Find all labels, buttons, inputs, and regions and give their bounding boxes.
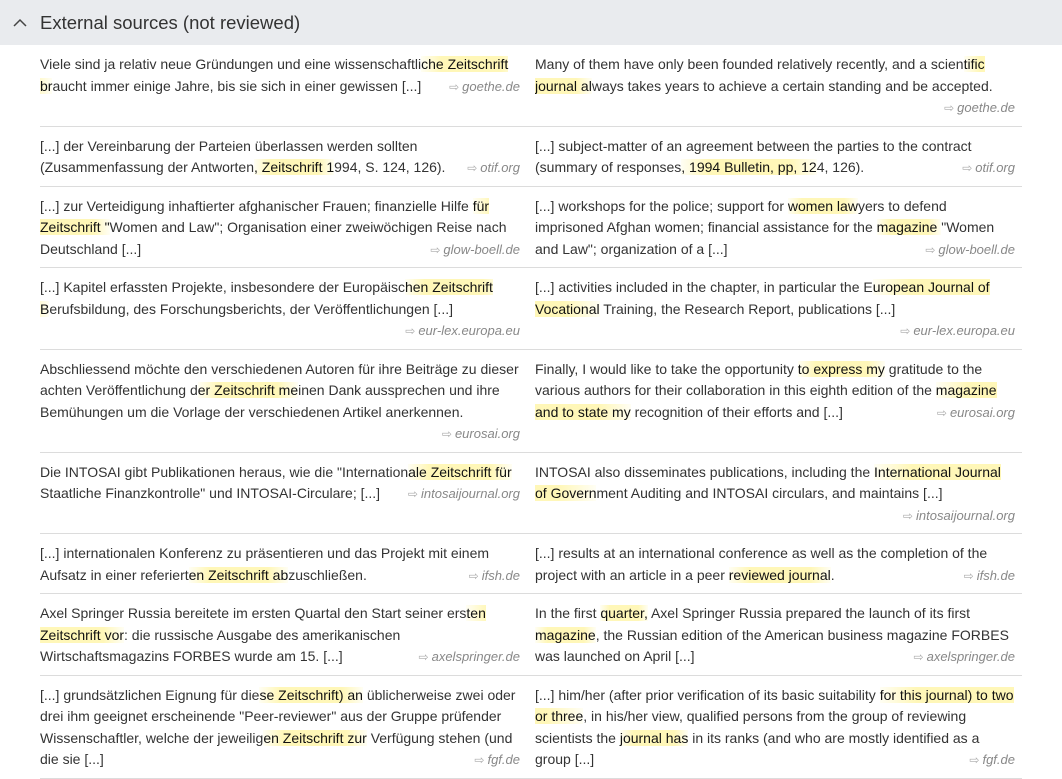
source-sentence-german (40, 277, 520, 343)
source-link[interactable] (408, 483, 520, 506)
highlighted-term: magazine (876, 219, 942, 235)
target-sentence-english (535, 543, 1015, 587)
sentence-text: Finally, I would like to take the opportunity (535, 360, 798, 377)
source-domain: otif.org (975, 160, 1015, 175)
highlighted-term: für Zeitschrift " (40, 197, 490, 235)
highlighted-term: , 1994 Bulletin, pp, 12 (681, 159, 817, 175)
external-link-icon: ⇨ (902, 508, 913, 523)
example-row (40, 453, 1022, 535)
sentence-text: . (830, 566, 835, 583)
source-link[interactable] (944, 97, 1015, 120)
highlighted-term: en Zeitschrift ab (188, 566, 289, 583)
example-sentences-list (40, 45, 1022, 779)
sentence-text: Training, the Research Report, publications [...] (599, 300, 896, 317)
target-sentence-english (535, 603, 1015, 669)
sentence-text: recognition of their efforts and [...] (630, 403, 843, 420)
sentence-text: Die INTOSAI gibt Publikationen heraus, wie die "Internation (40, 463, 409, 480)
source-link[interactable] (469, 565, 520, 588)
target-sentence-english (535, 277, 1015, 343)
sentence-text: Axel Springer Russia prepared the launch of its first (647, 605, 971, 621)
external-link-icon: ⇨ (913, 650, 924, 664)
highlighted-term: tific journal al (535, 56, 985, 94)
source-link[interactable] (442, 423, 520, 446)
example-row (40, 534, 1022, 594)
external-link-icon: ⇨ (474, 753, 485, 767)
external-link-icon: ⇨ (963, 568, 974, 583)
source-link[interactable] (969, 749, 1015, 772)
highlighted-term: reviewed journal (728, 566, 831, 583)
source-domain: eurosai.org (949, 404, 1015, 420)
source-link[interactable] (937, 402, 1015, 425)
target-sentence-english (535, 196, 1015, 262)
sentence-text: aucht immer einige Jahre, bis sie sich in einer gewissen [...] (52, 77, 422, 94)
highlighted-term: for this journal) to two or three (535, 686, 1014, 724)
source-sentence-german (40, 136, 520, 180)
sentence-text: [...] workshops for the police; support for (535, 197, 788, 214)
target-sentence-english (535, 136, 1015, 180)
sentence-text: [...] internationalen Konferenz zu präsentieren und das Projekt mit einem Aufsatz in einer referiert (40, 545, 490, 583)
external-link-icon: ⇨ (900, 324, 911, 338)
highlighted-term: women law (787, 197, 858, 214)
source-sentence-german (40, 543, 520, 587)
external-link-icon: ⇨ (407, 487, 418, 501)
source-sentence-german (40, 359, 520, 446)
source-domain: eur-lex.europa.eu (418, 323, 520, 338)
source-sentence-german (40, 462, 520, 528)
external-link-icon: ⇨ (405, 324, 416, 338)
source-domain: intosaijournal.org (915, 507, 1015, 523)
sentence-text: In the first (535, 605, 601, 621)
source-sentence-german (40, 196, 520, 262)
source-link[interactable] (467, 157, 520, 180)
example-row (40, 127, 1022, 187)
source-link[interactable] (914, 646, 1015, 669)
external-link-icon: ⇨ (449, 79, 460, 94)
sentence-text: : die russische Ausgabe des amerikanischen Wirtschaftsmagazins FORBES wurde am 15. [...] (40, 626, 401, 664)
source-domain: otif.org (480, 160, 520, 175)
sentence-text: [...] zur Verteidigung inhaftierter afghanischer Frauen; finanzielle Hilfe (40, 197, 473, 214)
example-row (40, 187, 1022, 269)
external-link-icon: ⇨ (467, 161, 478, 175)
sentence-text: 4, 126). (816, 159, 865, 175)
source-domain: goethe.de (462, 78, 520, 94)
sentence-text: INTOSAI also disseminates publications, including the (535, 463, 875, 480)
sentence-text: Staatliche Finanzkontrolle" und INTOSAI-Circulare; [...] (40, 485, 381, 501)
highlighted-term: magazine and to state my (535, 382, 997, 420)
highlighted-term: journal has (619, 729, 689, 746)
example-row (40, 350, 1022, 453)
section-header-external-sources[interactable] (0, 0, 1062, 45)
sentence-text: erufsbildung, des Forschungsberichts, der Veröffentlichungen [...] (49, 300, 453, 317)
highlighted-term: en Zeitschrift zur (263, 729, 367, 746)
highlighted-term: er Zeitschrift me (197, 382, 299, 398)
source-link[interactable] (964, 565, 1015, 588)
external-link-icon: ⇨ (430, 242, 441, 257)
sentence-text: Abschliessend möchte den verschiedenen Autoren für ihre Beiträge zu dieser achten Veröffentlichung d (40, 360, 519, 398)
sentence-text: [...] activities included in the chapter, in particular the E (535, 279, 873, 295)
chevron-up-icon[interactable] (0, 18, 40, 27)
highlighted-term: ten Zeitschrift vor (40, 605, 486, 643)
source-domain: glow-boell.de (938, 241, 1015, 257)
external-link-icon: ⇨ (468, 568, 479, 583)
example-row (40, 676, 1022, 779)
sentence-text: ment Auditing and INTOSAI circulars, and maintains [...] (596, 485, 943, 501)
sentence-text: inen Dank aussprechen und ihre Bemühungen um die Vorlage der verschiedenen Artikel anerkennen. (40, 382, 500, 420)
external-link-icon: ⇨ (944, 101, 955, 115)
source-link[interactable] (925, 239, 1015, 262)
sentence-text: gratitude to the various authors for their collaboration in this eighth edition of the (535, 360, 983, 398)
highlighted-term: International Journal of Govern (535, 463, 1001, 501)
source-link[interactable] (962, 157, 1015, 180)
source-link[interactable] (903, 505, 1015, 528)
sentence-text: 994, S. 124, 126). (334, 159, 446, 175)
source-link[interactable] (900, 320, 1015, 343)
sentence-text: Women and Law"; Organisation einer zweiwöchigen Reise nach Deutschland [...] (40, 219, 507, 257)
sentence-text: in its ranks (and who are mostly identified as a group [...] (535, 729, 980, 767)
source-sentence-german (40, 603, 520, 669)
source-domain: intosaijournal.org (420, 486, 520, 501)
sentence-text: Verfügung stehen (und die sie [...] (40, 729, 513, 767)
highlighted-term: hen Zeitschrift B (40, 279, 493, 317)
sentence-text: yers to defend imprisoned Afghan women; financial assistance for the (535, 197, 947, 235)
example-row (40, 45, 1022, 127)
external-link-icon: ⇨ (936, 405, 947, 420)
sentence-text: Viele sind ja relativ neue Gründungen und eine wissenschaftli (40, 56, 422, 72)
external-link-icon: ⇨ (418, 650, 429, 664)
source-domain: glow-boell.de (443, 241, 520, 257)
target-sentence-english (535, 462, 1015, 528)
source-domain: axelspringer.de (926, 649, 1015, 664)
source-link[interactable] (474, 749, 520, 772)
highlighted-term: ale Zeitschrift für (408, 463, 512, 480)
sentence-text: [...] der Vereinbarung der Parteien überlassen werden sollten (Zusammenfassung der Antworten (40, 137, 418, 175)
target-sentence-english (535, 359, 1015, 446)
external-link-icon: ⇨ (441, 427, 452, 441)
highlighted-term: uropean Journal of Vocational (535, 279, 990, 317)
sentence-text: üblicherweise zwei oder drei ihm geeignet erscheinende "Peer-reviewer" aus der Gruppe prüfender Wissenschaftler, welche der jeweilig (40, 686, 516, 746)
highlighted-term: se Zeitschrift) an (259, 686, 363, 703)
external-link-icon: ⇨ (962, 161, 973, 175)
source-domain: axelspringer.de (431, 649, 520, 664)
target-sentence-english (535, 54, 1015, 120)
sentence-text: [...] Kapitel erfassten Projekte, insbesondere der Europäisc (40, 279, 405, 295)
sentence-text: Many of them have only been founded relatively recently, and a scien (535, 56, 964, 72)
highlighted-term: to express my (797, 360, 885, 377)
source-sentence-german (40, 685, 520, 772)
source-domain: fgf.de (487, 752, 520, 767)
sentence-text: Axel Springer Russia bereitete im ersten Quartal den Start seiner ers (40, 605, 467, 621)
sentence-text: [...] grundsätzlichen Eignung für die (40, 686, 260, 703)
source-domain: fgf.de (982, 752, 1015, 767)
external-link-icon: ⇨ (925, 242, 936, 257)
highlighted-term: magazine (535, 626, 596, 643)
sentence-text: [...] subject-matter of an agreement between the parties to the contract (summary of responses (535, 137, 972, 175)
highlighted-term: che Zeitschrift br (40, 56, 509, 94)
source-domain: eur-lex.europa.eu (913, 323, 1015, 338)
section-title: External sources (not reviewed) (40, 11, 301, 33)
sentence-text: [...] him/her (after prior verification of its basic suitability (535, 686, 880, 703)
source-domain: ifsh.de (976, 567, 1015, 583)
source-domain: goethe.de (957, 100, 1015, 115)
external-link-icon: ⇨ (969, 753, 980, 767)
sentence-text: [...] results at an international conference as well as the completion of the project with an article in a peer (535, 545, 988, 583)
target-sentence-english (535, 685, 1015, 772)
example-row (40, 594, 1022, 676)
sentence-text: "Women and Law"; organization of a [...] (535, 219, 995, 257)
source-link[interactable] (405, 320, 520, 343)
source-link[interactable] (449, 76, 520, 99)
sentence-text: zuschließen. (288, 566, 367, 583)
source-domain: eurosai.org (454, 426, 520, 441)
source-link[interactable] (430, 239, 520, 262)
sentence-text: ways takes years to achieve a certain standing and be accepted. (591, 77, 993, 94)
highlighted-term: , Zeitschrift 1 (254, 159, 335, 175)
sentence-text: , in his/her view, qualified persons from the group of reviewing scientists the (535, 708, 967, 746)
example-row (40, 268, 1022, 350)
source-sentence-german (40, 54, 520, 120)
highlighted-term: quarter, (600, 605, 648, 621)
sentence-text: , the Russian edition of the American business magazine FORBES was launched on April [...] (535, 626, 1009, 664)
source-link[interactable] (419, 646, 520, 669)
source-domain: ifsh.de (481, 567, 520, 583)
